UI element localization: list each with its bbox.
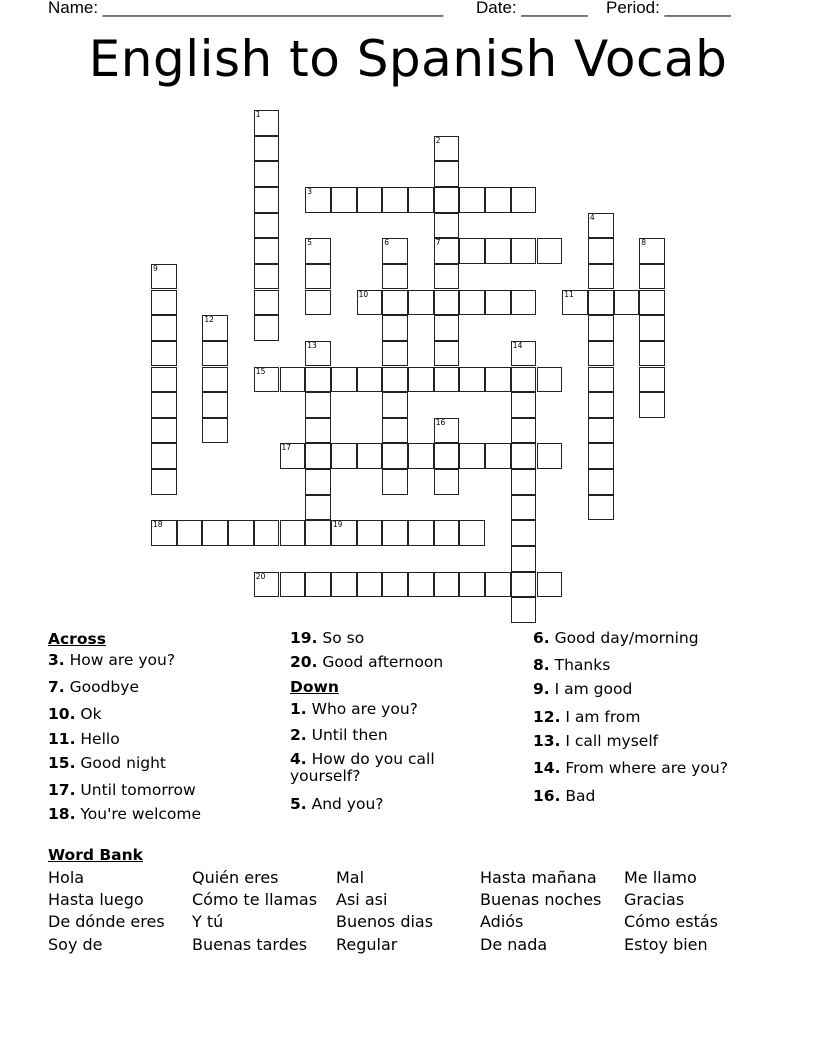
grid-cell[interactable] [177,520,203,546]
grid-cell[interactable] [331,187,357,213]
grid-cell[interactable] [588,290,614,316]
clue-number: 4 [589,212,595,222]
across-clue: 18. You're welcome [48,805,202,823]
grid-cell[interactable] [511,392,537,418]
across-clue: 15. Good night [48,754,167,772]
grid-cell[interactable] [562,290,588,316]
word-bank-item: Quién eres [192,868,279,887]
grid-cell[interactable] [202,315,228,341]
grid-cell[interactable] [254,161,280,187]
grid-cell[interactable] [280,443,306,469]
grid-cell[interactable] [305,418,331,444]
clue-number: 12 [204,315,214,325]
grid-cell[interactable] [382,341,408,367]
clue-number: 11 [564,289,574,299]
down-clue: 4. How do you call yourself? [290,750,435,785]
grid-cell[interactable] [331,367,357,393]
grid-cell[interactable] [588,213,614,239]
grid-cell[interactable] [382,572,408,598]
across-clue: 19. So so [290,629,365,647]
grid-cell[interactable] [485,238,511,264]
grid-cell[interactable] [537,443,563,469]
grid-cell[interactable] [434,264,460,290]
grid-cell[interactable] [485,443,511,469]
grid-cell[interactable] [254,520,280,546]
grid-cell[interactable] [151,418,177,444]
down-clue: 2. Until then [290,726,388,744]
grid-cell[interactable] [588,341,614,367]
grid-cell[interactable] [254,110,280,136]
grid-cell[interactable] [459,443,485,469]
grid-cell[interactable] [588,238,614,264]
grid-cell[interactable] [537,572,563,598]
grid-cell[interactable] [511,597,537,623]
grid-cell[interactable] [588,469,614,495]
word-bank-item: Hola [48,868,85,887]
across-heading: Across [48,630,106,648]
grid-cell[interactable] [382,443,408,469]
down-clue: 1. Who are you? [290,700,418,718]
word-bank-item: Buenas noches [480,890,602,909]
grid-cell[interactable] [305,290,331,316]
grid-cell[interactable] [459,520,485,546]
grid-cell[interactable] [511,341,537,367]
grid-cell[interactable] [537,238,563,264]
name-field[interactable]: Name: ____________________________________ [48,0,444,17]
grid-cell[interactable] [434,213,460,239]
grid-cell[interactable] [305,392,331,418]
grid-cell[interactable] [511,187,537,213]
grid-cell[interactable] [639,238,665,264]
grid-cell[interactable] [357,520,383,546]
word-bank-item: Buenas tardes [192,935,308,954]
grid-cell[interactable] [357,187,383,213]
grid-cell[interactable] [434,418,460,444]
grid-cell[interactable] [357,367,383,393]
down-clue: 9. I am good [533,680,633,698]
grid-cell[interactable] [511,367,537,393]
grid-cell[interactable] [305,367,331,393]
down-clue: 16. Bad [533,787,596,805]
grid-cell[interactable] [151,290,177,316]
grid-cell[interactable] [408,443,434,469]
down-heading: Down [290,678,339,696]
grid-cell[interactable] [588,495,614,521]
grid-cell[interactable] [382,392,408,418]
grid-cell[interactable] [485,290,511,316]
grid-cell[interactable] [228,520,254,546]
grid-cell[interactable] [459,367,485,393]
grid-cell[interactable] [357,572,383,598]
grid-cell[interactable] [434,520,460,546]
word-bank-item: Hasta mañana [480,868,597,887]
grid-cell[interactable] [511,290,537,316]
down-clue: 5. And you? [290,795,384,813]
clue-number: 17 [281,443,292,453]
down-clue: 13. I call myself [533,732,659,750]
grid-cell[interactable] [151,341,177,367]
clue-number: 3 [307,186,312,196]
grid-cell[interactable] [331,443,357,469]
grid-cell[interactable] [382,315,408,341]
grid-cell[interactable] [254,367,280,393]
grid-cell[interactable] [588,392,614,418]
word-bank-item: Cómo te llamas [192,890,318,909]
grid-cell[interactable] [280,520,306,546]
word-bank-heading: Word Bank [48,846,143,864]
grid-cell[interactable] [254,136,280,162]
word-bank-item: Y tú [192,912,224,931]
clue-number: 8 [641,238,647,248]
clue-number: 14 [512,340,523,350]
word-bank-item: Buenos dias [336,912,434,931]
grid-cell[interactable] [511,443,537,469]
grid-cell[interactable] [305,443,331,469]
page-title: English to Spanish Vocab [88,30,728,88]
down-clue: 12. I am from [533,708,641,726]
grid-cell[interactable] [305,469,331,495]
clue-number: 5 [307,238,312,248]
grid-cell[interactable] [537,367,563,393]
grid-cell[interactable] [254,264,280,290]
grid-cell[interactable] [357,443,383,469]
grid-cell[interactable] [434,315,460,341]
date-field[interactable]: Date: _______ [476,0,588,17]
across-clue: 11. Hello [48,730,120,748]
grid-cell[interactable] [434,367,460,393]
word-bank-item: Hasta luego [48,890,144,909]
grid-cell[interactable] [588,367,614,393]
clue-number: 16 [435,417,446,427]
across-clue: 3. How are you? [48,651,176,669]
grid-cell[interactable] [639,315,665,341]
grid-cell[interactable] [408,520,434,546]
grid-cell[interactable] [511,520,537,546]
grid-cell[interactable] [511,495,537,521]
grid-cell[interactable] [639,290,665,316]
grid-cell[interactable] [151,264,177,290]
grid-cell[interactable] [254,187,280,213]
grid-cell[interactable] [331,520,357,546]
word-bank-item: Me llamo [624,868,697,887]
clue-number: 18 [153,520,163,530]
grid-cell[interactable] [434,290,460,316]
grid-cell[interactable] [254,290,280,316]
grid-cell[interactable] [639,264,665,290]
grid-cell[interactable] [254,315,280,341]
grid-cell[interactable] [280,572,306,598]
grid-cell[interactable] [459,187,485,213]
grid-cell[interactable] [305,520,331,546]
grid-cell[interactable] [588,264,614,290]
clue-number: 1 [255,110,261,119]
word-bank-item: Mal [336,868,365,887]
grid-cell[interactable] [511,238,537,264]
grid-cell[interactable] [382,187,408,213]
down-clue: 8. Thanks [533,656,611,674]
grid-cell[interactable] [639,367,665,393]
grid-cell[interactable] [434,136,460,162]
word-bank-item: Cómo estás [624,912,719,931]
grid-cell[interactable] [408,290,434,316]
grid-cell[interactable] [254,572,280,598]
grid-cell[interactable] [511,546,537,572]
word-bank-item: Regular [336,935,398,954]
grid-cell[interactable] [202,418,228,444]
grid-cell[interactable] [382,418,408,444]
word-bank-item: De nada [480,935,548,954]
across-clue: 20. Good afternoon [290,653,444,671]
clue-number: 7 [435,238,441,248]
clue-number: 20 [255,571,266,581]
across-clue: 10. Ok [48,705,102,723]
grid-cell[interactable] [459,290,485,316]
grid-cell[interactable] [511,418,537,444]
grid-cell[interactable] [305,238,331,264]
grid-cell[interactable] [434,469,460,495]
clue-number: 15 [255,366,266,376]
down-clue: 14. From where are you? [533,759,728,777]
grid-cell[interactable] [151,367,177,393]
grid-cell[interactable] [459,572,485,598]
grid-cell[interactable] [434,341,460,367]
grid-cell[interactable] [331,572,357,598]
clue-number: 13 [307,340,317,350]
grid-cell[interactable] [305,187,331,213]
across-clue: 7. Goodbye [48,678,139,696]
word-bank-item: Soy de [48,935,103,954]
grid-cell[interactable] [434,572,460,598]
grid-cell[interactable] [434,187,460,213]
word-bank-item: Gracias [624,890,685,909]
grid-cell[interactable] [305,341,331,367]
word-bank-item: Asi asi [336,890,388,909]
grid-cell[interactable] [151,520,177,546]
clue-number: 2 [435,135,441,145]
grid-cell[interactable] [588,418,614,444]
word-bank-item: De dónde eres [48,912,165,931]
grid-cell[interactable] [382,238,408,264]
grid-cell[interactable] [459,238,485,264]
grid-cell[interactable] [382,520,408,546]
grid-cell[interactable] [639,392,665,418]
grid-cell[interactable] [511,469,537,495]
grid-cell[interactable] [485,367,511,393]
grid-cell[interactable] [151,469,177,495]
grid-cell[interactable] [639,341,665,367]
word-bank-item: Adiós [480,912,524,931]
grid-cell[interactable] [254,213,280,239]
grid-cell[interactable] [382,469,408,495]
grid-cell[interactable] [202,341,228,367]
word-bank-item: Estoy bien [624,935,708,954]
clue-number: 6 [384,238,390,248]
grid-cell[interactable] [485,572,511,598]
grid-cell[interactable] [434,238,460,264]
clue-number: 19 [332,520,343,530]
grid-cell[interactable] [408,572,434,598]
grid-cell[interactable] [305,495,331,521]
grid-cell[interactable] [588,443,614,469]
grid-cell[interactable] [382,290,408,316]
grid-cell[interactable] [202,520,228,546]
grid-cell[interactable] [305,264,331,290]
grid-cell[interactable] [614,290,640,316]
grid-cell[interactable] [357,290,383,316]
grid-cell[interactable] [202,392,228,418]
grid-cell[interactable] [254,238,280,264]
grid-cell[interactable] [408,367,434,393]
grid-cell[interactable] [434,161,460,187]
clue-number: 9 [153,263,158,273]
clue-number: 10 [358,289,369,299]
grid-cell[interactable] [485,187,511,213]
across-clue: 17. Until tomorrow [48,781,196,799]
down-clue: 6. Good day/morning [533,629,699,647]
grid-cell[interactable] [151,315,177,341]
grid-cell[interactable] [151,392,177,418]
grid-cell[interactable] [511,572,537,598]
grid-cell[interactable] [588,315,614,341]
grid-cell[interactable] [280,367,306,393]
grid-cell[interactable] [202,367,228,393]
grid-cell[interactable] [408,187,434,213]
grid-cell[interactable] [434,443,460,469]
period-field[interactable]: Period: _______ [606,0,731,17]
grid-cell[interactable] [382,264,408,290]
grid-cell[interactable] [382,367,408,393]
grid-cell[interactable] [305,572,331,598]
grid-cell[interactable] [151,443,177,469]
